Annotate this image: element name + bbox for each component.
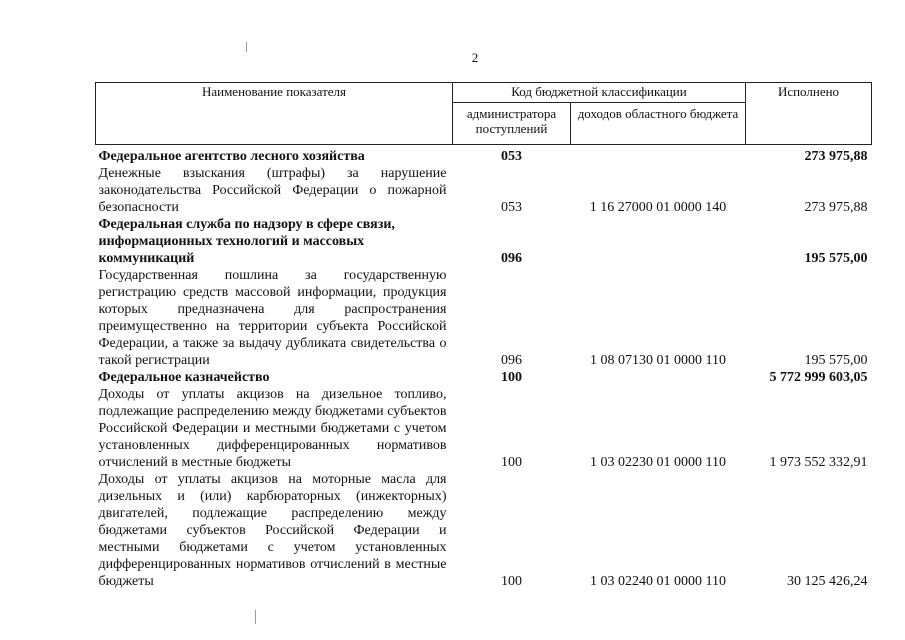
table-row-agency [96, 216, 872, 267]
scan-artifact-line [246, 42, 247, 52]
row-amount: 30 125 426,24 [787, 574, 868, 589]
table-header [96, 83, 872, 145]
row-admin-code: 053 [501, 200, 522, 215]
row-amount: 1 973 552 332,91 [769, 455, 868, 470]
header-indicator-name: Наименование показателя [96, 83, 453, 145]
table-row-agency [96, 145, 872, 166]
row-name: Денежные взыскания (штрафы) за нарушение законодательства Российской Федерации о пожарной безопасности [98, 166, 447, 215]
row-admin-code: 096 [501, 251, 522, 266]
row-budget-code [571, 145, 746, 166]
header-executed: Исполнено [746, 83, 872, 145]
row-name: Федеральная служба по надзору в сфере связи, информационных технологий и массовых коммуникаций [98, 217, 395, 266]
row-amount: 195 575,00 [804, 251, 868, 266]
table-row-item [96, 471, 872, 590]
row-amount: 273 975,88 [804, 149, 868, 164]
row-admin-code: 100 [501, 370, 522, 385]
row-admin-code: 053 [501, 149, 522, 164]
row-amount: 195 575,00 [804, 353, 868, 368]
row-amount: 273 975,88 [804, 200, 868, 215]
row-admin-code: 100 [501, 574, 522, 589]
row-name: Государственная пошлина за государственную регистрацию средств массовой информации, продукция которых предназначена для распространения преимущественно на территории субъекта Российской Федерации, а также за выдачу дубликата свидетельства о такой регистрации [98, 268, 447, 368]
row-name: Доходы от уплаты акцизов на моторные масла для дизельных и (или) карбюраторных (инжекторных) двигателей, подлежащие распределению между бюджетами субъектов Российской Федерации и местными бюджетами с учетом установленных дифференцированных нормативов отчислений в местные бюджеты [98, 472, 447, 589]
table-row-agency [96, 369, 872, 386]
row-name: Федеральное агентство лесного хозяйства [98, 149, 365, 164]
row-budget-code: 1 03 02230 01 0000 110 [590, 455, 726, 470]
table-body [96, 145, 872, 591]
row-name: Федеральное казначейство [98, 370, 270, 385]
row-budget-code [571, 216, 746, 267]
budget-table [95, 82, 872, 590]
header-admin: администратора поступлений [453, 103, 571, 145]
row-name: Доходы от уплаты акцизов на дизельное топливо, подлежащие распределению между бюджетами субъектов Российской Федерации и местными бюджетами с учетом установленных дифференцированных нормативов отчислений в местные бюджеты [98, 387, 447, 470]
table-row-item [96, 165, 872, 216]
row-admin-code: 096 [501, 353, 522, 368]
row-budget-code: 1 16 27000 01 0000 140 [589, 200, 727, 215]
row-budget-code: 1 08 07130 01 0000 110 [590, 353, 726, 368]
page-number: 2 [471, 50, 479, 65]
header-revenue: доходов областного бюджета [571, 103, 746, 145]
row-admin-code: 100 [501, 455, 522, 470]
row-budget-code [571, 369, 746, 386]
scan-artifact-line [255, 610, 256, 624]
table-row-item [96, 267, 872, 369]
row-amount: 5 772 999 603,05 [769, 370, 868, 385]
header-budget-code: Код бюджетной классификации [453, 83, 746, 103]
row-budget-code: 1 03 02240 01 0000 110 [590, 574, 726, 589]
table-row-item [96, 386, 872, 471]
